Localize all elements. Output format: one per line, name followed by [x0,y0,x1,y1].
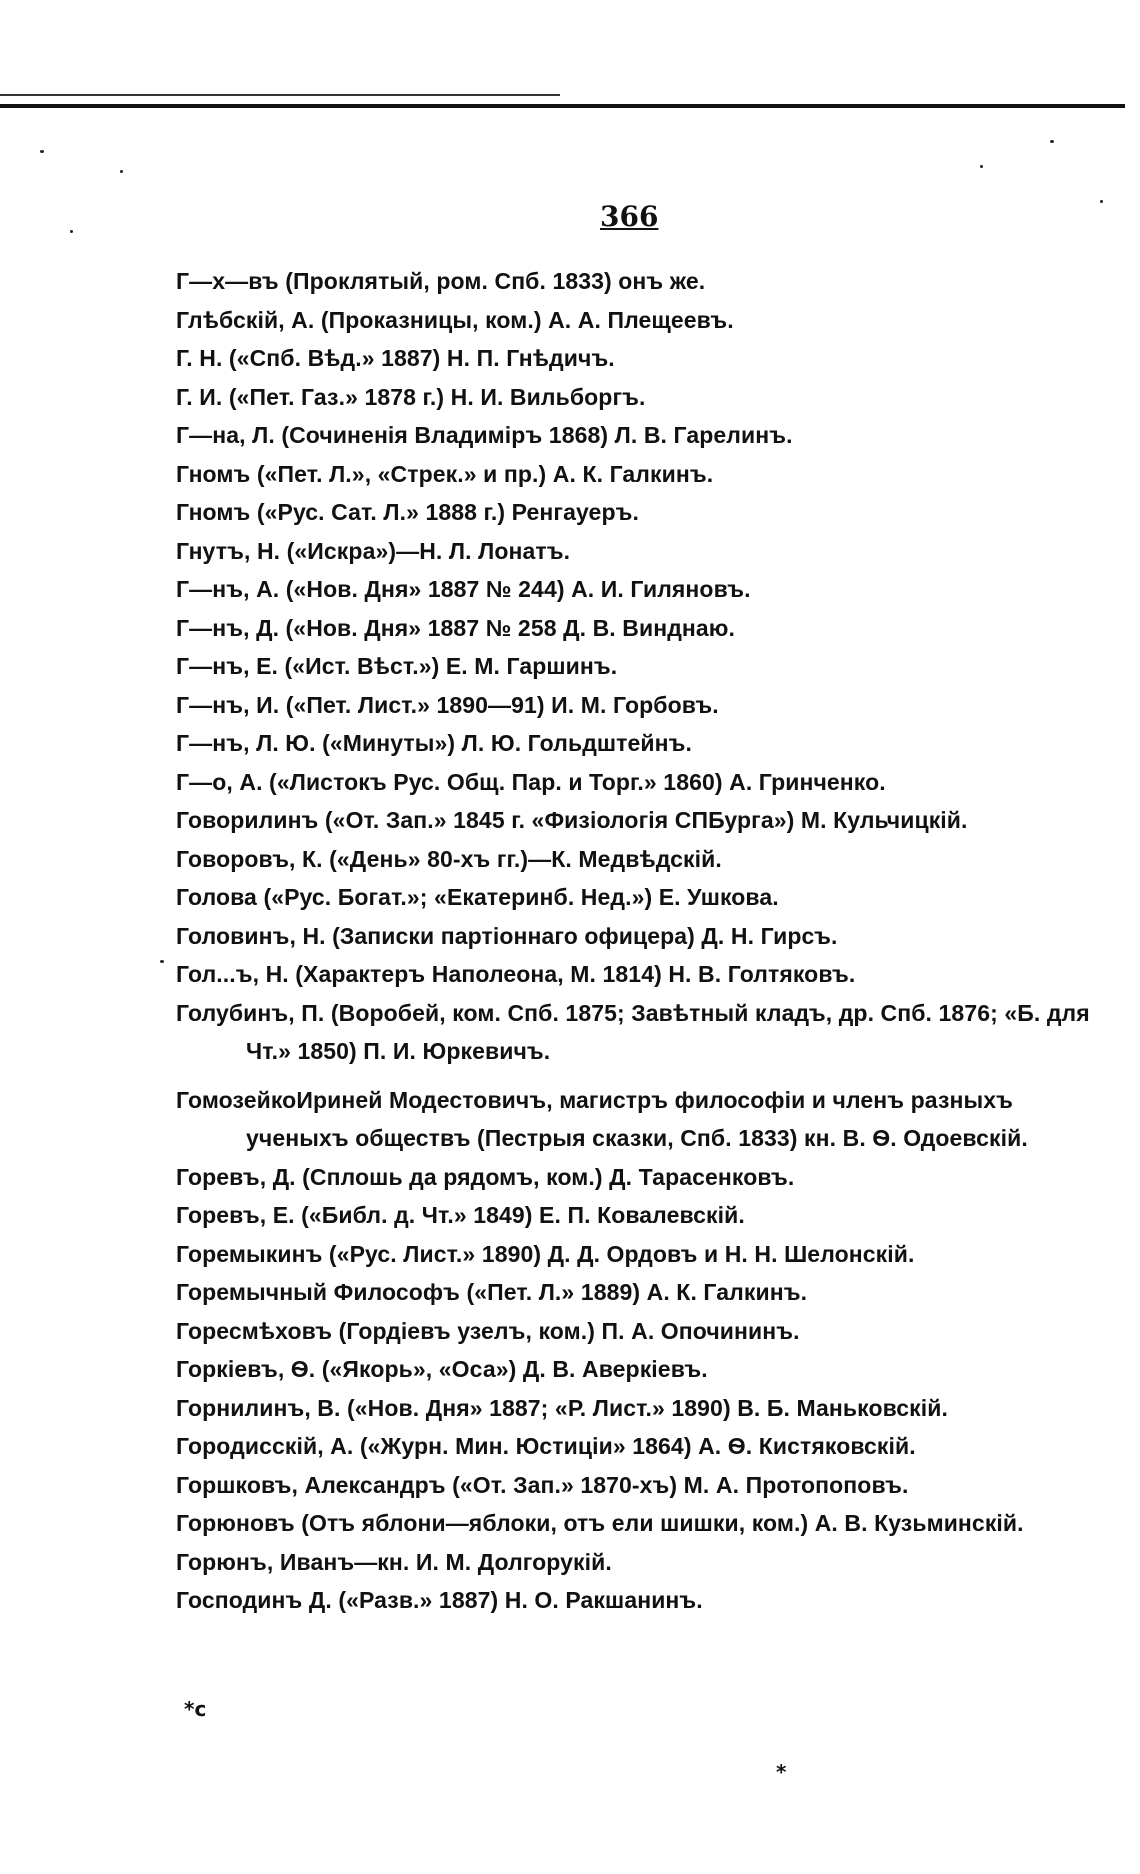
index-entry: Гол...ъ, Н. (Характеръ Наполеона, М. 1814) Н. В. Голтяковъ. [176,961,856,987]
index-entry: Горемыкинъ («Рус. Лист.» 1890) Д. Д. Ордовъ и Н. Н. Шелонскій. [176,1240,915,1267]
index-entry: Голова («Рус. Богат.»; «Екатеринб. Нед.») Е. Ушкова. [176,884,779,910]
index-entry: Г—х—въ (Проклятый, ром. Спб. 1833) онъ же. [176,268,706,294]
index-entry: Головинъ, Н. (Записки партіоннаго офицера) Д. Н. Гирсъ. [176,922,838,949]
index-entry: Г—о, А. («Листокъ Рус. Общ. Пар. и Торг.» 1860) А. Гринченко. [176,768,886,795]
index-entry: Городисскій, А. («Журн. Мин. Юстиціи» 1864) А. Ѳ. Кистяковскій. [176,1433,916,1459]
index-entry: Г. Н. («Спб. Вѣд.» 1887) Н. П. Гнѣдичъ. [176,345,615,371]
ink-speck [120,170,123,173]
index-entry: Господинъ Д. («Разв.» 1887) Н. О. Ракшанинъ. [176,1587,703,1613]
index-entry: Говоровъ, К. («День» 80-хъ гг.)—К. Медвѣдскій. [176,845,722,872]
index-entry: Голубинъ, П. (Воробей, ком. Спб. 1875; Завѣтный кладъ, др. Спб. 1876; «Б. для Чт.» 1850) П. И. Юркевичъ. [176,999,1090,1064]
header-rule [0,104,1125,108]
signature-mark: *c [184,1697,207,1721]
index-entry: Г—нъ, Л. Ю. («Минуты») Л. Ю. Гольдштейнъ. [176,730,693,756]
ink-speck [980,165,983,168]
index-entry: Г—на, Л. (Сочиненія Владиміръ 1868) Л. В. Гарелинъ. [176,422,793,448]
index-entry: Горшковъ, Александръ («От. Зап.» 1870-хъ) М. А. Протопоповъ. [176,1471,909,1498]
page-number: 366 [600,200,659,233]
ink-speck [160,960,164,963]
index-entry: Горевъ, Д. (Сплошь да рядомъ, ком.) Д. Тарасенковъ. [176,1163,795,1190]
index-entry: Горюнъ, Иванъ—кн. И. М. Долгорукій. [176,1548,612,1575]
index-entry: Г—нъ, И. («Пет. Лист.» 1890—91) И. М. Горбовъ. [176,691,719,718]
index-entry: Гномъ («Пет. Л.», «Стрек.» и пр.) А. К. Галкинъ. [176,460,714,487]
ink-speck [70,230,73,233]
index-entries [176,262,1096,1620]
index-entry: Горемычный Философъ («Пет. Л.» 1889) А. К. Галкинъ. [176,1279,808,1305]
ink-speck [1100,200,1103,203]
index-entry: Глѣбскій, А. (Проказницы, ком.) А. А. Плещеевъ. [176,306,734,333]
ink-speck [40,150,44,153]
index-entry: Горнилинъ, В. («Нов. Дня» 1887; «Р. Лист.» 1890) В. Б. Маньковскій. [176,1394,948,1421]
index-entry: Горюновъ (Отъ яблони—яблоки, отъ ели шишки, ком.) А. В. Кузьминскій. [176,1510,1024,1536]
index-entry: Гнутъ, Н. («Искра»)—Н. Л. Лонатъ. [176,537,571,564]
index-entry: Горкіевъ, Ѳ. («Якорь», «Оса») Д. В. Аверкіевъ. [176,1356,708,1382]
ink-speck [1050,140,1054,143]
index-entry: Г—нъ, Е. («Ист. Вѣст.») Е. М. Гаршинъ. [176,653,618,679]
index-entry: Говорилинъ («От. Зап.» 1845 г. «Физіологія СПБурга») М. Кульчицкій. [176,807,968,833]
index-entry: Горесмѣховъ (Гордіевъ узелъ, ком.) П. А. Опочининъ. [176,1317,800,1344]
index-entry: ГомозейкоИриней Модестовичъ, магистръ философіи и членъ разныхъ ученыхъ обществъ (Пестрыя сказки, Спб. 1833) кн. В. Ѳ. Одоевскій. [176,1086,1028,1151]
index-entry: Г. И. («Пет. Газ.» 1878 г.) Н. И. Вильборгъ. [176,383,646,410]
index-entry: Г—нъ, Д. («Нов. Дня» 1887 № 258 Д. В. Винднаю. [176,614,736,641]
header-rule-thin [0,94,560,96]
index-entry: Гномъ («Рус. Сат. Л.» 1888 г.) Ренгауеръ. [176,499,639,525]
index-entry: Г—нъ, А. («Нов. Дня» 1887 № 244) А. И. Гиляновъ. [176,576,751,602]
index-entry: Горевъ, Е. («Библ. д. Чт.» 1849) Е. П. Ковалевскій. [176,1202,745,1228]
printer-mark: * [776,1760,787,1784]
